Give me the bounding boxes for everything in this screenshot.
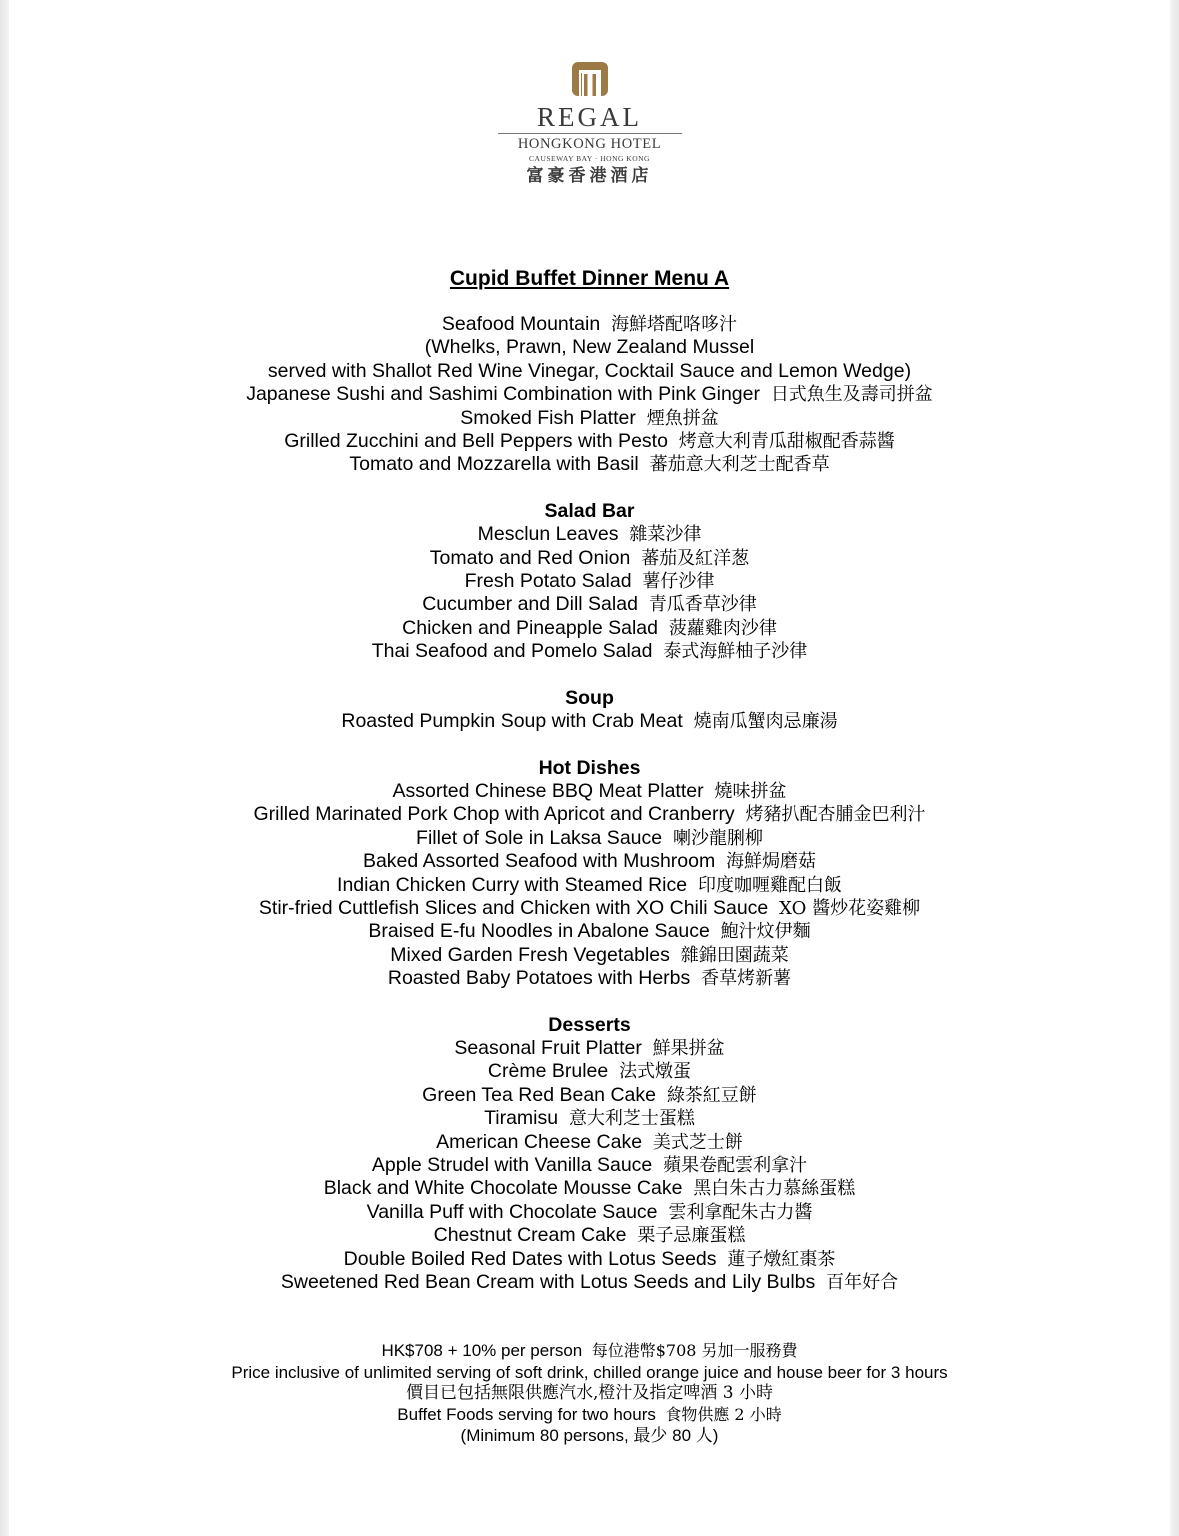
menu-item [9,430,1170,453]
menu-item-en: Green Tea Red Bean Cake [422,1083,656,1106]
menu-item [9,850,1170,873]
menu-item-cn: 燒南瓜蟹肉忌廉湯 [693,711,838,733]
menu-item-en: Cucumber and Dill Salad [422,593,638,616]
menu-item-cn: 美式芝士餅 [652,1131,743,1153]
menu-item-en: served with Shallot Red Wine Vinegar, Cocktail Sauce and Lemon Wedge) [267,359,912,382]
soup-heading: Soup [565,686,614,709]
inclusive-en: Price inclusive of unlimited serving of soft drink, chilled orange juice and house beer for 3 hours [231,1362,948,1382]
menu-item-en: Grilled Marinated Pork Chop with Apricot and Cranberry [253,803,735,826]
menu-item-cn: 蕃茄及紅洋葱 [641,547,750,569]
menu-item-en: Mesclun Leaves [477,523,619,546]
menu-item [9,1131,1170,1154]
hotel-logo [9,60,1170,187]
minimum-note: (Minimum 80 persons, 最少 80 人) [460,1426,719,1446]
menu-item [9,897,1170,920]
menu-item [9,640,1170,663]
menu-item-en: Chicken and Pineapple Salad [402,616,658,639]
page-edge-left [0,0,9,1536]
menu-item [9,383,1170,406]
menu-item-cn: 印度咖喱雞配白飯 [697,874,842,896]
menu-item [9,1177,1170,1200]
menu-item-en: Black and White Chocolate Mousse Cake [323,1177,683,1200]
soup-section [9,710,1170,733]
menu-item-cn: 雜錦田園蔬菜 [680,944,789,966]
menu-item-en: Fillet of Sole in Laksa Sauce [416,826,663,849]
menu-item-en: Tiramisu [484,1107,559,1130]
menu-item-cn: 法式燉蛋 [619,1061,692,1083]
menu-item [9,967,1170,990]
regal-logo-icon [570,60,610,98]
menu-item-cn: 烤豬扒配杏脯金巴利汁 [745,804,926,826]
menu-item [9,1084,1170,1107]
menu-item [9,1224,1170,1247]
menu-item [9,617,1170,640]
logo-divider [498,133,682,134]
menu-item [9,803,1170,826]
menu-item-cn: 海鮮焗磨菇 [726,851,817,873]
menu-item-en: Stir-fried Cuttlefish Slices and Chicken with XO Chili Sauce [258,896,769,919]
hotel-chinese-name: 富豪香港酒店 [526,166,653,186]
menu-item-cn: 黑白朱古力慕絲蛋糕 [693,1178,856,1200]
menu-item-en: Mixed Garden Fresh Vegetables [390,943,670,966]
menu-item-cn: 綠茶紅豆餅 [666,1084,757,1106]
menu-item-en: Roasted Pumpkin Soup with Crab Meat [341,710,683,733]
menu-item [9,360,1170,383]
menu-item-en: Braised E-fu Noodles in Abalone Sauce [368,920,710,943]
menu-item [9,1248,1170,1271]
menu-item-en: Assorted Chinese BBQ Meat Platter [392,779,704,802]
desserts-heading: Desserts [548,1013,631,1036]
inclusive-cn: 價目已包括無限供應汽水,橙汁及指定啤酒 3 小時 [405,1382,774,1403]
menu-item [9,547,1170,570]
menu-item-cn: 燒味拼盆 [714,780,787,802]
price-line [9,1340,1170,1361]
menu-item [9,1201,1170,1224]
menu-item-en: Vanilla Puff with Chocolate Sauce [366,1200,658,1223]
serving-cn: 食物供應 2 小時 [665,1405,782,1425]
menu-title: Cupid Buffet Dinner Menu A [449,267,730,290]
menu-item [9,523,1170,546]
menu-item [9,407,1170,430]
menu-item [9,874,1170,897]
menu-item-en: Apple Strudel with Vanilla Sauce [371,1154,653,1176]
menu-item [9,944,1170,967]
menu-item-en: Seafood Mountain [441,313,601,335]
menu-item-cn: 菠蘿雞肉沙律 [668,617,777,639]
menu-item-en: Tomato and Mozzarella with Basil [349,453,639,476]
menu-item [9,1060,1170,1083]
menu-item-cn: 雲利拿配朱古力醬 [668,1201,813,1223]
menu-item-cn: 百年好合 [826,1272,899,1294]
menu-item-cn: 蕃茄意大利芝士配香草 [649,454,830,476]
menu-item [9,1107,1170,1130]
menu-item [9,1154,1170,1177]
menu-item [9,710,1170,733]
menu-item [9,780,1170,803]
menu-page [9,0,1170,1536]
menu-item-en: Fresh Potato Salad [464,570,632,593]
menu-item [9,336,1170,359]
menu-item-cn: 蓮子燉紅棗茶 [727,1248,836,1270]
menu-item-cn: 蘋果卷配雲利拿汁 [663,1155,808,1176]
menu-item-cn: 鮑汁炆伊麵 [720,921,811,943]
page-edge-right [1170,0,1179,1536]
menu-item [9,920,1170,943]
menu-item-en: Japanese Sushi and Sashimi Combination with Pink Ginger [246,383,760,406]
desserts-section [9,1037,1170,1294]
menu-item-en: American Cheese Cake [436,1130,643,1153]
menu-item-cn: 青瓜香草沙律 [648,594,757,616]
menu-item-en: Seasonal Fruit Platter [454,1036,642,1059]
serving-en: Buffet Foods serving for two hours [397,1405,656,1425]
menu-item-en: Grilled Zucchini and Bell Peppers with Pesto [284,430,668,453]
menu-item [9,570,1170,593]
menu-item-cn: 煙魚拼盆 [646,407,719,429]
hot-dishes-section [9,780,1170,991]
price-en: HK$708 + 10% per person [381,1341,583,1361]
hotel-name: REGAL [537,102,642,132]
menu-item-cn: 喇沙龍脷柳 [672,827,763,849]
menu-item [9,1037,1170,1060]
menu-item-en: Smoked Fish Platter [460,406,636,429]
price-cn: 每位港幣$708 另加一服務費 [591,1341,798,1361]
menu-item-en: Sweetened Red Bean Cream with Lotus Seeds and Lily Bulbs [280,1271,816,1294]
hotel-sub-name: HONGKONG HOTEL [517,136,662,152]
menu-item [9,453,1170,476]
menu-item [9,827,1170,850]
menu-item-en: Chestnut Cream Cake [433,1224,627,1247]
menu-item-cn: 海鮮塔配咯哆汁 [611,314,738,335]
menu-item-en: Crème Brulee [487,1060,609,1083]
menu-item-cn: 香草烤新薯 [701,968,792,990]
menu-item [9,593,1170,616]
menu-item-cn: 泰式海鮮柚子沙律 [663,641,808,663]
menu-item-en: Double Boiled Red Dates with Lotus Seeds [343,1247,717,1270]
menu-item-cn: 烤意大利青瓜甜椒配香蒜醬 [678,431,895,453]
menu-item-cn: 意大利芝士蛋糕 [568,1108,695,1130]
menu-item [9,1271,1170,1294]
menu-item-cn: 雜菜沙律 [629,524,702,546]
menu-item-en: Indian Chicken Curry with Steamed Rice [337,873,688,896]
menu-item-cn: 薯仔沙律 [642,571,715,593]
menu-item-en: Tomato and Red Onion [429,546,631,569]
cold-section [9,313,1170,477]
menu-item [9,313,1170,336]
menu-content [9,265,1170,1446]
menu-item-en: (Whelks, Prawn, New Zealand Mussel [424,336,755,359]
hot-dishes-heading: Hot Dishes [538,756,641,779]
salad-heading: Salad Bar [544,499,635,522]
salad-section [9,523,1170,663]
menu-item-cn: 日式魚生及壽司拼盆 [770,384,933,406]
hotel-location: CAUSEWAY BAY · HONG KONG [529,154,650,163]
serving-line [9,1404,1170,1425]
menu-item-en: Baked Assorted Seafood with Mushroom [362,850,716,873]
menu-item-cn: 鮮果拼盆 [652,1037,725,1059]
menu-item-cn: 栗子忌廉蛋糕 [637,1225,746,1247]
menu-item-en: Thai Seafood and Pomelo Salad [371,640,653,663]
menu-item-cn: XO 醬炒花姿雞柳 [779,897,921,919]
menu-item-en: Roasted Baby Potatoes with Herbs [387,967,691,990]
